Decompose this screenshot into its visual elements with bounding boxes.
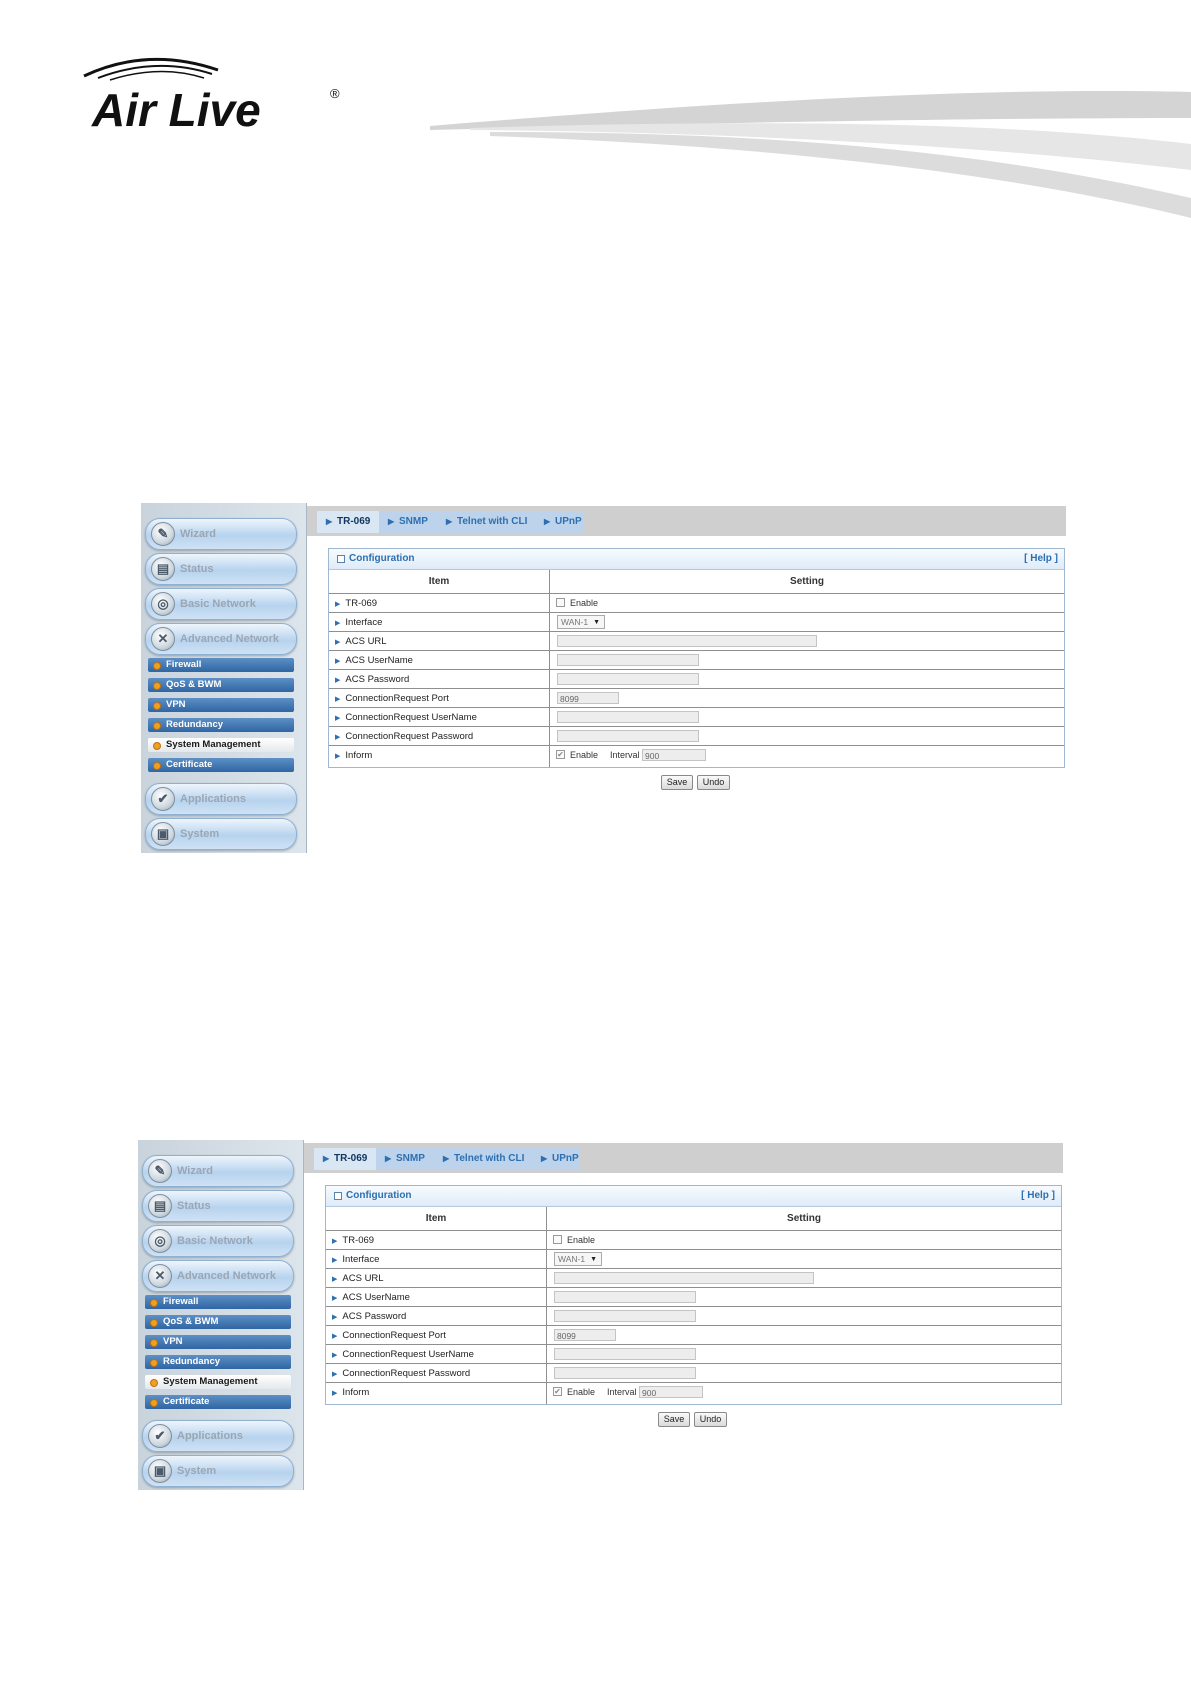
- interval-label: Interval: [610, 750, 640, 760]
- tr069-enable-checkbox[interactable]: [556, 598, 565, 607]
- row-tr069: [326, 1230, 1061, 1250]
- row-acs-password: [329, 669, 1064, 689]
- status-icon: ▤: [148, 1194, 172, 1218]
- sidebar-sub-label: System Management: [163, 1376, 258, 1387]
- row-connection-request-username: [326, 1344, 1061, 1364]
- configuration-panel: [328, 548, 1065, 768]
- sidebar-sub-label: Redundancy: [163, 1356, 221, 1367]
- sidebar-sub-vpn[interactable]: [148, 698, 294, 712]
- sidebar-sub-qos-bwm[interactable]: [148, 678, 294, 692]
- connection-request-username-input[interactable]: [557, 711, 699, 723]
- save-button[interactable]: Save: [661, 775, 693, 790]
- bullet-icon: [153, 682, 161, 690]
- sidebar-sub-redundancy[interactable]: [145, 1355, 291, 1369]
- column-header-item: Item: [428, 576, 450, 587]
- tab-arrow-icon: ▶: [388, 517, 395, 526]
- sidebar-item-label: System: [180, 828, 220, 840]
- tab-snmp[interactable]: [376, 1148, 434, 1170]
- acs-url-input[interactable]: [557, 635, 817, 647]
- enable-label: Enable: [567, 1387, 596, 1397]
- panel-header: [326, 1186, 1061, 1207]
- panel-title: Configuration: [349, 553, 415, 564]
- sidebar-item-label: Advanced Network: [177, 1270, 277, 1282]
- sidebar-item-label: Basic Network: [177, 1235, 253, 1247]
- acs-url-input[interactable]: [554, 1272, 814, 1284]
- sidebar-sub-label: System Management: [166, 739, 261, 750]
- undo-button[interactable]: Undo: [694, 1412, 727, 1427]
- interval-input[interactable]: 900: [639, 1386, 703, 1398]
- connection-request-port-input[interactable]: 8099: [554, 1329, 616, 1341]
- sidebar-sub-label: Firewall: [166, 659, 202, 670]
- basic-network-icon: ◎: [151, 592, 175, 616]
- sidebar-item-basic-network[interactable]: [142, 1225, 294, 1257]
- bullet-icon: [153, 762, 161, 770]
- row-label: ▶ ACS UserName: [332, 1292, 410, 1303]
- wizard-icon: ✎: [151, 522, 175, 546]
- connection-request-password-input[interactable]: [557, 730, 699, 742]
- applications-icon: ✔: [148, 1424, 172, 1448]
- acs-password-input[interactable]: [557, 673, 699, 685]
- connection-request-port-input[interactable]: 8099: [557, 692, 619, 704]
- row-label: ▶ TR-069: [335, 598, 378, 609]
- row-interface: [326, 1249, 1061, 1269]
- wizard-icon: ✎: [148, 1159, 172, 1183]
- tab-label: Telnet with CLI: [454, 1153, 525, 1164]
- column-header-item: Item: [425, 1213, 447, 1224]
- system-icon: ▣: [151, 822, 175, 846]
- sidebar-sub-label: VPN: [163, 1336, 183, 1347]
- dropdown-caret-icon: ▼: [593, 619, 600, 626]
- basic-network-icon: ◎: [148, 1229, 172, 1253]
- sidebar-item-advanced-network[interactable]: [145, 623, 297, 655]
- sidebar-sub-certificate[interactable]: [145, 1395, 291, 1409]
- row-connection-request-port: [329, 688, 1064, 708]
- bullet-icon: [150, 1379, 158, 1387]
- bullet-icon: [150, 1339, 158, 1347]
- interval-label: Interval: [607, 1387, 637, 1397]
- tab-label: SNMP: [399, 516, 428, 527]
- tr069-screenshot-2: [138, 1140, 1063, 1490]
- sidebar-item-label: System: [177, 1465, 217, 1477]
- sidebar-sub-label: Certificate: [166, 759, 213, 770]
- bullet-icon: [153, 662, 161, 670]
- sidebar-item-label: Advanced Network: [180, 633, 280, 645]
- sidebar-sub-label: Firewall: [163, 1296, 199, 1307]
- tab-tr069[interactable]: [317, 511, 379, 533]
- row-label: ▶ ACS URL: [332, 1273, 384, 1284]
- bullet-icon: [150, 1359, 158, 1367]
- main-content: [304, 1140, 1063, 1490]
- airlive-logo: [78, 52, 358, 132]
- advanced-network-icon: ✕: [148, 1264, 172, 1288]
- row-inform: [329, 745, 1064, 767]
- row-label: ▶ Inform: [335, 750, 373, 761]
- connection-request-username-input[interactable]: [554, 1348, 696, 1360]
- main-content: [307, 503, 1066, 853]
- sidebar-sub-system-management[interactable]: [148, 738, 294, 752]
- sidebar-item-label: Wizard: [177, 1165, 213, 1177]
- tab-tr069[interactable]: [314, 1148, 376, 1170]
- row-acs-password: [326, 1306, 1061, 1326]
- enable-label: Enable: [570, 598, 599, 608]
- save-button[interactable]: Save: [658, 1412, 690, 1427]
- tab-telnet-cli[interactable]: [434, 1148, 532, 1170]
- acs-username-input[interactable]: [554, 1291, 696, 1303]
- row-connection-request-password: [329, 726, 1064, 746]
- acs-username-input[interactable]: [557, 654, 699, 666]
- help-link[interactable]: [ Help ]: [1024, 553, 1058, 564]
- tab-arrow-icon: ▶: [541, 1154, 548, 1163]
- row-acs-username: [329, 650, 1064, 670]
- sidebar-sub-certificate[interactable]: [148, 758, 294, 772]
- collapse-icon[interactable]: [337, 555, 345, 563]
- sidebar-sub-label: QoS & BWM: [163, 1316, 219, 1327]
- row-connection-request-username: [329, 707, 1064, 727]
- sidebar-sub-label: Certificate: [163, 1396, 210, 1407]
- sidebar-item-applications[interactable]: [142, 1420, 294, 1452]
- tab-label: TR-069: [337, 516, 371, 527]
- row-label: ▶ TR-069: [332, 1235, 375, 1246]
- sidebar-item-wizard[interactable]: [142, 1155, 294, 1187]
- inform-enable-checkbox[interactable]: ✔: [554, 1387, 561, 1396]
- registered-mark: ®: [330, 86, 340, 101]
- system-icon: ▣: [148, 1459, 172, 1483]
- enable-label: Enable: [570, 750, 599, 760]
- row-label: ▶ ConnectionRequest UserName: [335, 712, 477, 723]
- tab-arrow-icon: ▶: [544, 517, 551, 526]
- row-acs-url: [326, 1268, 1061, 1288]
- dropdown-caret-icon: ▼: [590, 1256, 597, 1263]
- sidebar: [141, 503, 307, 853]
- bullet-icon: [153, 702, 161, 710]
- sidebar-sub-qos-bwm[interactable]: [145, 1315, 291, 1329]
- tr069-screenshot-1: [141, 503, 1066, 853]
- row-connection-request-port: [326, 1325, 1061, 1345]
- bullet-icon: [153, 722, 161, 730]
- row-label: ▶ Inform: [332, 1387, 370, 1398]
- applications-icon: ✔: [151, 787, 175, 811]
- bullet-icon: [150, 1399, 158, 1407]
- sidebar-sub-label: Redundancy: [166, 719, 224, 730]
- tab-telnet-cli[interactable]: [437, 511, 535, 533]
- row-acs-username: [326, 1287, 1061, 1307]
- panel-header: [329, 549, 1064, 570]
- sidebar-item-wizard[interactable]: [145, 518, 297, 550]
- row-label: ▶ Interface: [335, 617, 383, 628]
- sidebar-item-label: Applications: [177, 1430, 244, 1442]
- sidebar-sub-system-management[interactable]: [145, 1375, 291, 1389]
- panel-title: Configuration: [346, 1190, 412, 1201]
- tab-arrow-icon: ▶: [443, 1154, 450, 1163]
- row-label: ▶ ConnectionRequest Password: [332, 1368, 471, 1379]
- row-label: ▶ ConnectionRequest Port: [332, 1330, 446, 1341]
- row-label: ▶ ACS Password: [332, 1311, 407, 1322]
- bullet-icon: [153, 742, 161, 750]
- interface-select[interactable]: WAN-1 ▼: [557, 615, 605, 629]
- enable-label: Enable: [567, 1235, 596, 1245]
- tab-arrow-icon: ▶: [323, 1154, 330, 1163]
- sidebar-item-advanced-network[interactable]: [142, 1260, 294, 1292]
- connection-request-password-input[interactable]: [554, 1367, 696, 1379]
- sidebar-sub-label: VPN: [166, 699, 186, 710]
- logo-text: Air Live: [92, 84, 261, 132]
- sidebar-item-system[interactable]: [142, 1455, 294, 1487]
- sidebar-item-label: Status: [177, 1200, 211, 1212]
- tab-label: SNMP: [396, 1153, 425, 1164]
- row-label: ▶ ConnectionRequest UserName: [332, 1349, 474, 1360]
- tab-arrow-icon: ▶: [385, 1154, 392, 1163]
- row-inform: [326, 1382, 1061, 1404]
- sidebar: [138, 1140, 304, 1490]
- acs-password-input[interactable]: [554, 1310, 696, 1322]
- row-label: ▶ Interface: [332, 1254, 380, 1265]
- status-icon: ▤: [151, 557, 175, 581]
- row-label: ▶ ACS URL: [335, 636, 387, 647]
- row-connection-request-password: [326, 1363, 1061, 1383]
- tab-label: UPnP: [552, 1153, 579, 1164]
- sidebar-item-label: Status: [180, 563, 214, 575]
- row-interface: [329, 612, 1064, 632]
- column-header-setting: Setting: [787, 1213, 821, 1224]
- sidebar-sub-label: QoS & BWM: [166, 679, 222, 690]
- tr069-enable-checkbox[interactable]: [553, 1235, 562, 1244]
- sidebar-sub-firewall[interactable]: [145, 1295, 291, 1309]
- row-label: ▶ ACS Password: [335, 674, 410, 685]
- sidebar-item-applications[interactable]: [145, 783, 297, 815]
- sidebar-sub-redundancy[interactable]: [148, 718, 294, 732]
- row-label: ▶ ACS UserName: [335, 655, 413, 666]
- advanced-network-icon: ✕: [151, 627, 175, 651]
- sidebar-sub-vpn[interactable]: [145, 1335, 291, 1349]
- row-label: ▶ ConnectionRequest Port: [335, 693, 449, 704]
- sidebar-item-status[interactable]: [142, 1190, 294, 1222]
- tab-snmp[interactable]: [379, 511, 437, 533]
- sidebar-item-status[interactable]: [145, 553, 297, 585]
- sidebar-item-label: Applications: [180, 793, 247, 805]
- sidebar-item-system[interactable]: [145, 818, 297, 850]
- tab-label: TR-069: [334, 1153, 368, 1164]
- tab-label: UPnP: [555, 516, 582, 527]
- bullet-icon: [150, 1319, 158, 1327]
- interval-input[interactable]: 900: [642, 749, 706, 761]
- tab-label: Telnet with CLI: [457, 516, 528, 527]
- interface-select[interactable]: WAN-1 ▼: [554, 1252, 602, 1266]
- tab-arrow-icon: ▶: [326, 517, 333, 526]
- undo-button[interactable]: Undo: [697, 775, 730, 790]
- row-tr069: [329, 593, 1064, 613]
- tab-upnp[interactable]: [535, 511, 583, 533]
- tab-upnp[interactable]: [532, 1148, 580, 1170]
- row-label: ▶ ConnectionRequest Password: [335, 731, 474, 742]
- sidebar-item-label: Basic Network: [180, 598, 256, 610]
- sidebar-item-basic-network[interactable]: [145, 588, 297, 620]
- sidebar-item-label: Wizard: [180, 528, 216, 540]
- collapse-icon[interactable]: [334, 1192, 342, 1200]
- header-swoosh: [430, 80, 1191, 230]
- inform-enable-checkbox[interactable]: ✔: [557, 750, 564, 759]
- help-link[interactable]: [ Help ]: [1021, 1190, 1055, 1201]
- tab-arrow-icon: ▶: [446, 517, 453, 526]
- sidebar-sub-firewall[interactable]: [148, 658, 294, 672]
- row-acs-url: [329, 631, 1064, 651]
- column-header-setting: Setting: [790, 576, 824, 587]
- configuration-panel: [325, 1185, 1062, 1405]
- bullet-icon: [150, 1299, 158, 1307]
